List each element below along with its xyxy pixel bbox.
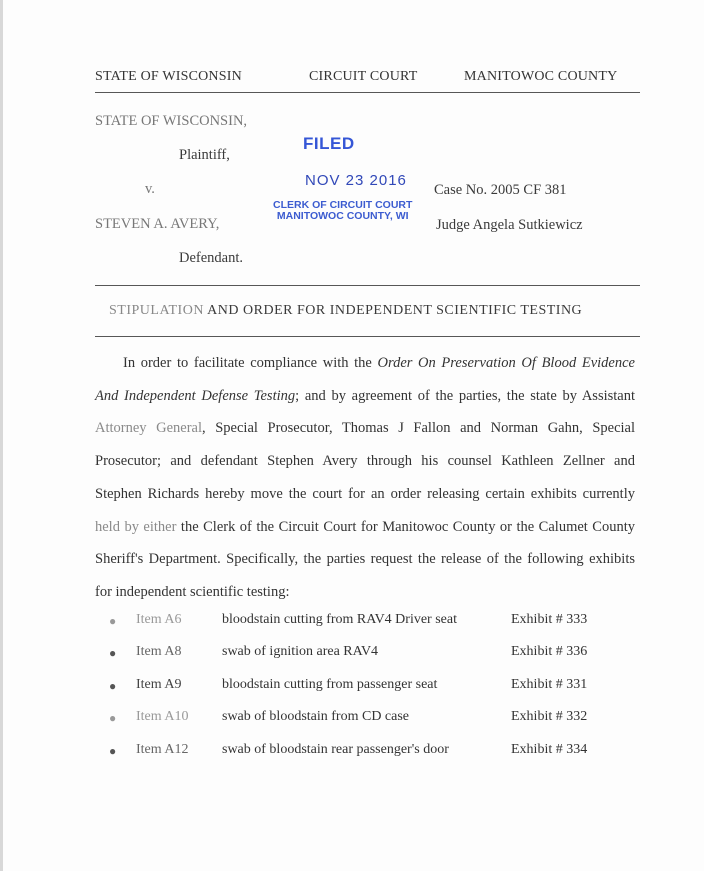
header-court: CIRCUIT COURT — [309, 69, 418, 84]
filed-stamp: FILED — [303, 134, 355, 153]
header-county: MANITOWOC COUNTY — [464, 69, 618, 84]
body-line: held by either the Clerk of the Circuit Court for Manitowoc County or the Calumet County — [95, 518, 635, 535]
order-reference-cont: And Independent Defense Testing — [95, 387, 296, 404]
filed-stamp-clerk — [273, 200, 412, 222]
list-item — [109, 644, 609, 676]
item-id: Item A8 — [136, 644, 182, 660]
title-rule-top — [95, 285, 640, 286]
item-description: swab of bloodstain rear passenger's door — [222, 741, 449, 757]
stamp-clerk-line1: CLERK OF CIRCUIT COURT — [273, 199, 413, 211]
item-description: bloodstain cutting from passenger seat — [222, 676, 438, 692]
body-line: Attorney General, Special Prosecutor, Thomas J Fallon and Norman Gahn, Special — [95, 420, 635, 437]
body-line: In order to facilitate compliance with the Order On Preservation Of Blood Evidence — [123, 355, 635, 371]
plaintiff-role: Plaintiff, — [179, 147, 230, 163]
document-title — [109, 303, 582, 319]
body-paragraph — [95, 347, 635, 609]
bullet-icon: ● — [109, 743, 117, 758]
item-id: Item A9 — [136, 676, 182, 692]
exhibit-number: Exhibit # 333 — [511, 612, 588, 627]
item-id: Item A6 — [136, 612, 182, 627]
list-item — [109, 677, 609, 709]
stamp-clerk-line2: MANITOWOC COUNTY, WI — [276, 210, 409, 222]
item-description: bloodstain cutting from RAV4 Driver seat — [222, 612, 457, 627]
item-id: Item A12 — [136, 741, 189, 757]
order-reference: Order On Preservation Of Blood Evidence — [377, 355, 635, 371]
item-description: swab of ignition area RAV4 — [222, 644, 379, 660]
title-part2: AND ORDER FOR INDEPENDENT SCIENTIFIC TESTING — [203, 303, 583, 318]
body-line: for independent scientific testing: — [95, 583, 290, 600]
list-item — [109, 742, 609, 774]
bullet-icon: ● — [109, 678, 117, 693]
item-description: swab of bloodstain from CD case — [222, 709, 410, 725]
exhibit-number: Exhibit # 336 — [511, 644, 588, 660]
body-line: Stephen Richards hereby move the court for an order releasing certain exhibits currently — [95, 485, 635, 502]
bullet-icon: ● — [109, 646, 117, 661]
list-item — [109, 612, 609, 644]
body-line: Sheriff's Department. Specifically, the parties request the release of the following exhibits — [95, 551, 635, 568]
list-item — [109, 709, 609, 741]
judge-name: Judge Angela Sutkiewicz — [436, 217, 583, 233]
case-number: Case No. 2005 CF 381 — [434, 182, 567, 198]
body-line: Prosecutor; and defendant Stephen Avery through his counsel Kathleen Zellner and — [95, 453, 635, 470]
exhibit-number: Exhibit # 331 — [511, 676, 588, 692]
body-line: And Independent Defense Testing; and by agreement of the parties, the state by Assistant — [95, 387, 636, 404]
item-id: Item A10 — [136, 709, 189, 725]
header-state: STATE OF WISCONSIN — [95, 69, 242, 84]
versus: v. — [145, 181, 155, 197]
header-rule — [95, 92, 640, 93]
bullet-icon: ● — [109, 711, 117, 726]
defendant-name: STEVEN A. AVERY, — [95, 216, 220, 232]
plaintiff-name: STATE OF WISCONSIN, — [95, 113, 248, 129]
title-part1: STIPULATION — [109, 303, 204, 318]
filed-stamp-date: NOV 23 2016 — [305, 172, 407, 189]
exhibit-number: Exhibit # 332 — [511, 709, 588, 725]
exhibit-number: Exhibit # 334 — [511, 741, 588, 757]
title-rule-bottom — [95, 336, 640, 337]
bullet-icon: ● — [109, 614, 117, 628]
defendant-role: Defendant. — [179, 250, 244, 266]
exhibit-list — [109, 612, 609, 774]
